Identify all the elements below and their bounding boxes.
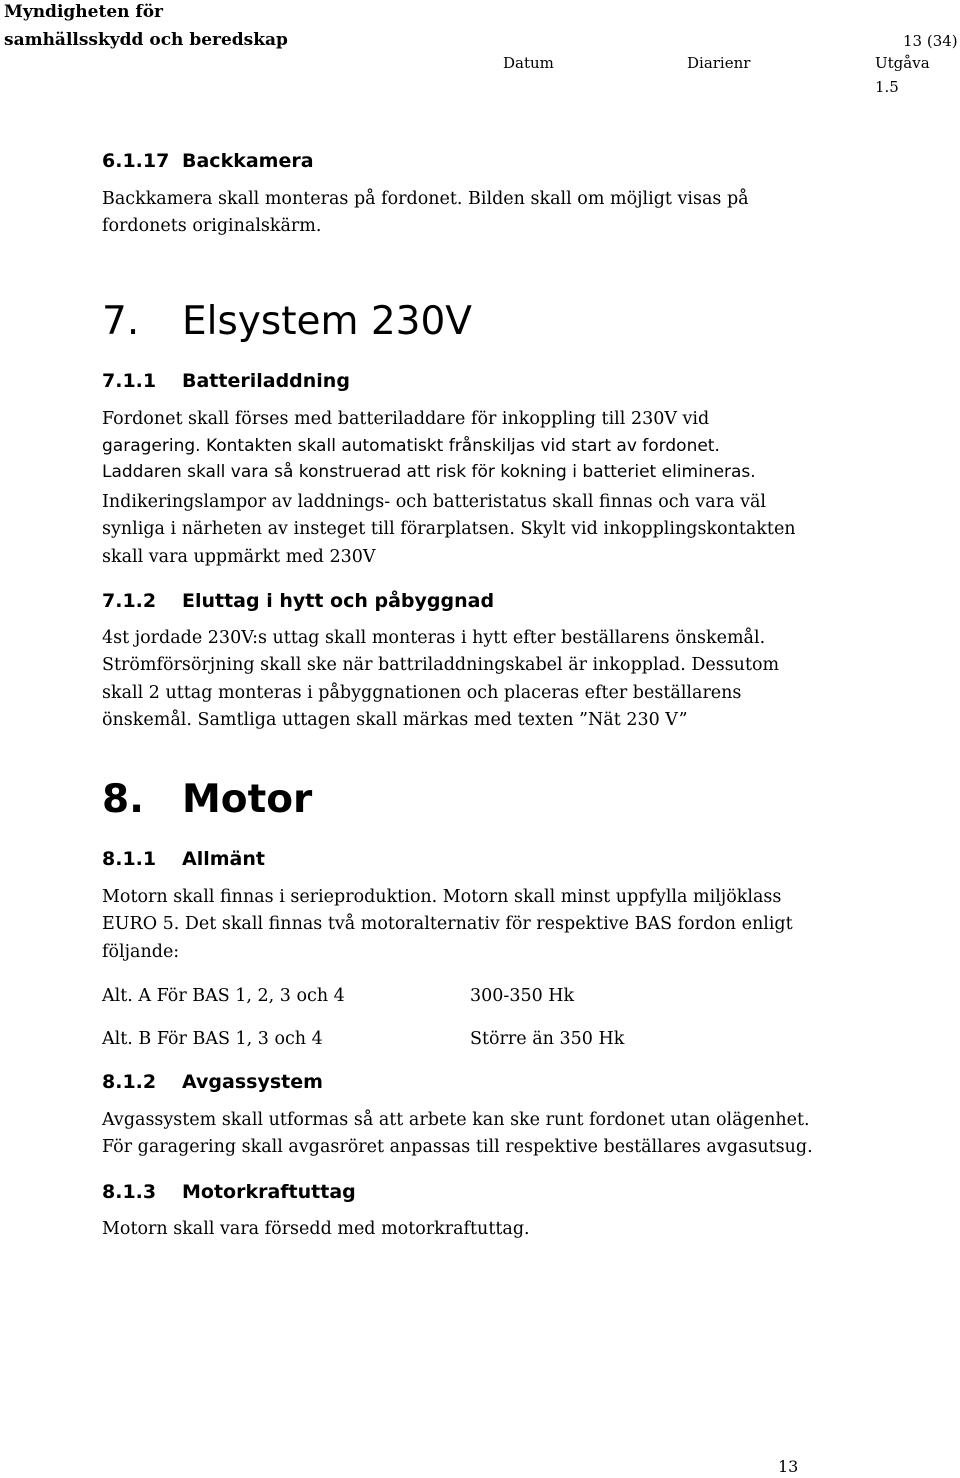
heading-title: Avgassystem xyxy=(182,1071,323,1093)
paragraph-line: Motorn skall finnas i serieproduktion. Motorn skall minst uppfylla miljöklass xyxy=(102,887,782,907)
heading-title: Eluttag i hytt och påbyggnad xyxy=(182,590,495,612)
paragraph-line: Indikeringslampor av laddnings- och batteristatus skall finnas och vara väl xyxy=(102,492,766,512)
paragraph-backkamera xyxy=(102,186,802,241)
heading-6-1-17 xyxy=(102,150,314,172)
paragraph-line: garagering. Kontakten skall automatiskt frånskiljas vid start av fordonet. xyxy=(102,436,720,456)
heading-number: 7.1.2 xyxy=(102,590,157,612)
paragraph-line: skall 2 uttag monteras i påbyggnationen och placeras efter beställarens xyxy=(102,682,742,703)
heading-number: 8.1.2 xyxy=(102,1071,157,1093)
paragraph-line: Fordonet skall förses med batteriladdare för inkoppling till 230V vid xyxy=(102,409,710,429)
heading-7-1-1 xyxy=(102,370,350,392)
header-utgava-label: Utgåva xyxy=(875,54,930,72)
paragraph-motorkraftuttag xyxy=(102,1216,802,1243)
heading-8-1-3 xyxy=(102,1181,356,1203)
paragraph-line: skall vara uppmärkt med 230V xyxy=(102,546,376,567)
header-page-count: 13 (34) xyxy=(903,32,958,50)
paragraph-line: önskemål. Samtliga uttagen skall märkas med texten ”Nät 230 V” xyxy=(102,709,688,730)
heading-number: 8.1.1 xyxy=(102,848,157,870)
heading-number: 7.1.1 xyxy=(102,370,157,392)
paragraph-line: EURO 5. Det skall finnas två motoralternativ för respektive BAS fordon enligt xyxy=(102,914,793,935)
paragraph-batteriladdning-3 xyxy=(102,489,802,571)
heading-number: 6.1.17 xyxy=(102,150,170,172)
paragraph-line: följande: xyxy=(102,941,180,962)
paragraph-line: synliga i närheten av insteget till förarplatsen. Skylt vid inkopplingskontakten xyxy=(102,519,796,540)
alt-a-label: Alt. A För BAS 1, 2, 3 och 4 xyxy=(102,986,345,1006)
heading-8-1-2 xyxy=(102,1071,323,1093)
paragraph-allmant xyxy=(102,884,802,966)
heading-8-1-1 xyxy=(102,848,265,870)
heading-number: 8. xyxy=(102,777,144,822)
paragraph-line: Strömförsörjning skall ske när battriladdningskabel är inkopplad. Dessutom xyxy=(102,655,780,676)
paragraph-eluttag xyxy=(102,625,802,734)
header-org-line1: Myndigheten för xyxy=(4,2,164,22)
paragraph-batteriladdning-2 xyxy=(102,433,802,485)
heading-7 xyxy=(102,300,472,344)
heading-title: Motor xyxy=(182,777,313,822)
heading-7-1-2 xyxy=(102,590,494,612)
alt-b-label: Alt. B För BAS 1, 3 och 4 xyxy=(102,1029,323,1049)
header-datum-label: Datum xyxy=(503,54,554,72)
paragraph-line: Laddaren skall vara så konstruerad att risk för kokning i batteriet elimineras. xyxy=(102,462,756,482)
paragraph-line: Avgassystem skall utformas så att arbete kan ske runt fordonet utan olägenhet. xyxy=(102,1110,810,1130)
header-org-line2: samhällsskydd och beredskap xyxy=(4,30,288,50)
paragraph-line: Backkamera skall monteras på fordonet. Bilden skall om möjligt visas på xyxy=(102,189,749,209)
paragraph-line: Motorn skall vara försedd med motorkraftuttag. xyxy=(102,1219,530,1239)
alt-b-value: Större än 350 Hk xyxy=(470,1029,625,1049)
paragraph-line: 4st jordade 230V:s uttag skall monteras i hytt efter beställarens önskemål. xyxy=(102,628,766,648)
heading-number: 8.1.3 xyxy=(102,1181,157,1203)
heading-title: Allmänt xyxy=(182,848,265,870)
alt-a-value: 300-350 Hk xyxy=(470,986,575,1006)
paragraph-batteriladdning-1 xyxy=(102,406,802,433)
paragraph-line: fordonets originalskärm. xyxy=(102,216,322,237)
paragraph-avgassystem xyxy=(102,1107,813,1162)
heading-title: Backkamera xyxy=(182,150,314,172)
header-diarienr-label: Diarienr xyxy=(687,54,751,72)
heading-title: Motorkraftuttag xyxy=(182,1181,356,1203)
heading-8 xyxy=(102,778,312,822)
header-utgava-value: 1.5 xyxy=(875,78,899,96)
heading-number: 7. xyxy=(102,299,140,344)
paragraph-line: För garagering skall avgasröret anpassas till respektive beställares avgasutsug. xyxy=(102,1137,813,1158)
footer-page-number: 13 xyxy=(778,1457,799,1476)
heading-title: Batteriladdning xyxy=(182,370,350,392)
heading-title: Elsystem 230V xyxy=(182,299,472,344)
